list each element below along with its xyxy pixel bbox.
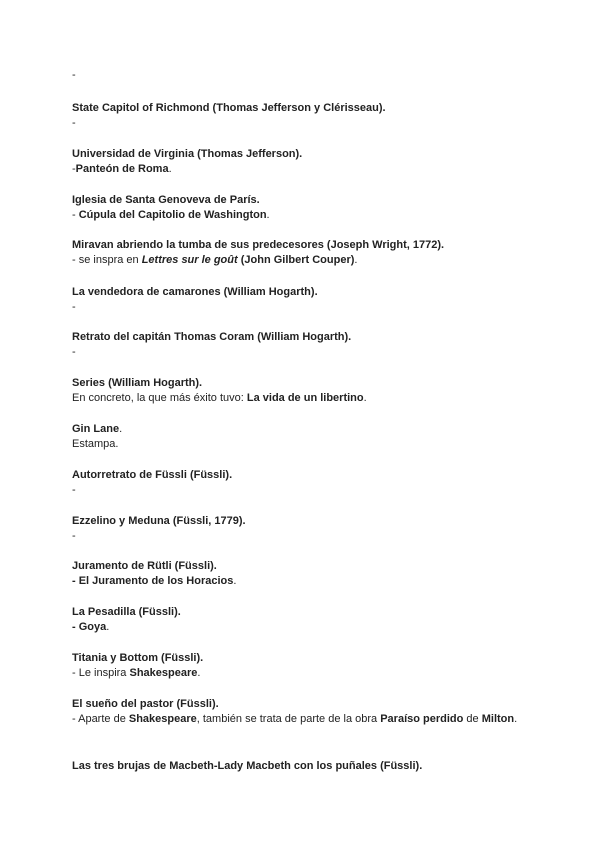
text-run: State Capitol of Richmond (Thomas Jefferson y Clérisseau). xyxy=(72,102,386,114)
text-run: Cúpula del Capitolio de Washington xyxy=(78,209,267,221)
text-run: Series (William Hogarth). xyxy=(72,377,203,389)
text-run: . xyxy=(354,254,358,266)
entry-note xyxy=(72,483,542,498)
text-run: - se inspra en xyxy=(72,254,142,266)
entry-title xyxy=(72,697,542,712)
text-run: - Goya xyxy=(72,621,107,633)
text-run: - xyxy=(72,484,76,496)
text-run: Panteón de Roma xyxy=(75,163,169,175)
entry-line xyxy=(72,68,542,83)
text-run: . xyxy=(266,209,270,221)
text-run: Retrato del capitán Thomas Coram (William Hogarth). xyxy=(72,331,352,343)
entry-note xyxy=(72,391,542,406)
entry-note xyxy=(72,116,542,131)
text-run: Shakespeare xyxy=(128,713,197,725)
entry-autorretrato-fussli xyxy=(72,468,542,498)
entry-title xyxy=(72,330,542,345)
entry-vendedora-camarones xyxy=(72,285,542,315)
entry-title xyxy=(72,238,542,253)
entry-title xyxy=(72,101,542,116)
entry-sueno-pastor xyxy=(72,697,542,727)
text-run: . xyxy=(233,575,237,587)
entry-note xyxy=(72,345,542,360)
text-run: - Aparte de xyxy=(72,713,129,725)
entry-tres-brujas xyxy=(72,759,542,774)
text-run: Shakespeare xyxy=(129,667,198,679)
text-run: Estampa. xyxy=(72,438,119,450)
text-run: - xyxy=(72,209,79,221)
text-run: - xyxy=(72,117,76,129)
entry-title xyxy=(72,605,542,620)
text-run: Gin Lane xyxy=(72,423,120,435)
text-run: En concreto, la que más éxito tuvo: xyxy=(72,392,247,404)
entry-dash xyxy=(72,68,542,83)
entry-title xyxy=(72,376,542,391)
text-run: Iglesia de Santa Genoveva de París. xyxy=(72,194,260,206)
text-run: Lettres sur le goût xyxy=(141,254,238,266)
entry-title xyxy=(72,147,542,162)
text-run: . xyxy=(106,621,110,633)
entry-title xyxy=(72,559,542,574)
text-run: Universidad de Virginia (Thomas Jefferson). xyxy=(72,148,303,160)
text-run: - El Juramento de los Horacios xyxy=(72,575,234,587)
text-run: . xyxy=(363,392,367,404)
text-run: Milton xyxy=(481,713,515,725)
text-run: (John Gilbert Couper) xyxy=(237,254,355,266)
entry-title xyxy=(72,468,542,483)
entry-gin-lane xyxy=(72,422,542,452)
entry-title xyxy=(72,285,542,300)
entry-series-hogarth xyxy=(72,376,542,406)
entry-note xyxy=(72,574,542,589)
text-run: El sueño del pastor (Füssli). xyxy=(72,698,219,710)
text-run: - xyxy=(72,530,76,542)
text-run: - Le inspira xyxy=(72,667,130,679)
entry-note xyxy=(72,300,542,315)
entry-note xyxy=(72,253,542,268)
text-run: . xyxy=(119,423,123,435)
text-run: Titania y Bottom (Füssli). xyxy=(72,652,204,664)
text-run: Autorretrato de Füssli (Füssli). xyxy=(72,469,233,481)
text-run: Las tres brujas de Macbeth-Lady Macbeth con los puñales (Füssli). xyxy=(72,760,423,772)
text-run: Juramento de Rütli (Füssli). xyxy=(72,560,217,572)
text-run: - xyxy=(72,301,76,313)
entry-note xyxy=(72,529,542,544)
entry-note xyxy=(72,712,542,727)
entry-title xyxy=(72,193,542,208)
text-run: . xyxy=(197,667,201,679)
text-run: Ezzelino y Meduna (Füssli, 1779). xyxy=(72,515,246,527)
entry-title xyxy=(72,651,542,666)
entry-note xyxy=(72,162,542,177)
entry-note xyxy=(72,666,542,681)
entry-note xyxy=(72,620,542,635)
entry-note xyxy=(72,437,542,452)
entry-miravan xyxy=(72,238,542,268)
entry-juramento-rutli xyxy=(72,559,542,589)
text-run: . xyxy=(168,163,172,175)
entry-note xyxy=(72,208,542,223)
text-run: Paraíso perdido xyxy=(380,713,464,725)
text-run: de xyxy=(463,713,482,725)
entry-la-pesadilla xyxy=(72,605,542,635)
entry-santa-genoveva xyxy=(72,193,542,223)
text-run: Miravan abriendo la tumba de sus predecesores (Joseph Wright, 1772). xyxy=(72,239,445,251)
entry-universidad-virginia xyxy=(72,147,542,177)
text-run: - xyxy=(72,69,76,81)
text-run: , también se trata de parte de la obra xyxy=(196,713,381,725)
entry-title xyxy=(72,422,542,437)
text-run: La vendedora de camarones (William Hogarth). xyxy=(72,286,318,298)
entry-ezzelino-meduna xyxy=(72,514,542,544)
text-run: La Pesadilla (Füssli). xyxy=(72,606,181,618)
entry-title xyxy=(72,514,542,529)
text-run: - xyxy=(72,346,76,358)
entry-state-capitol xyxy=(72,101,542,131)
entry-retrato-coram xyxy=(72,330,542,360)
entry-titania-bottom xyxy=(72,651,542,681)
text-run: La vida de un libertino xyxy=(246,392,364,404)
text-run: - xyxy=(72,163,76,175)
text-run: . xyxy=(514,713,518,725)
entry-title xyxy=(72,759,542,774)
